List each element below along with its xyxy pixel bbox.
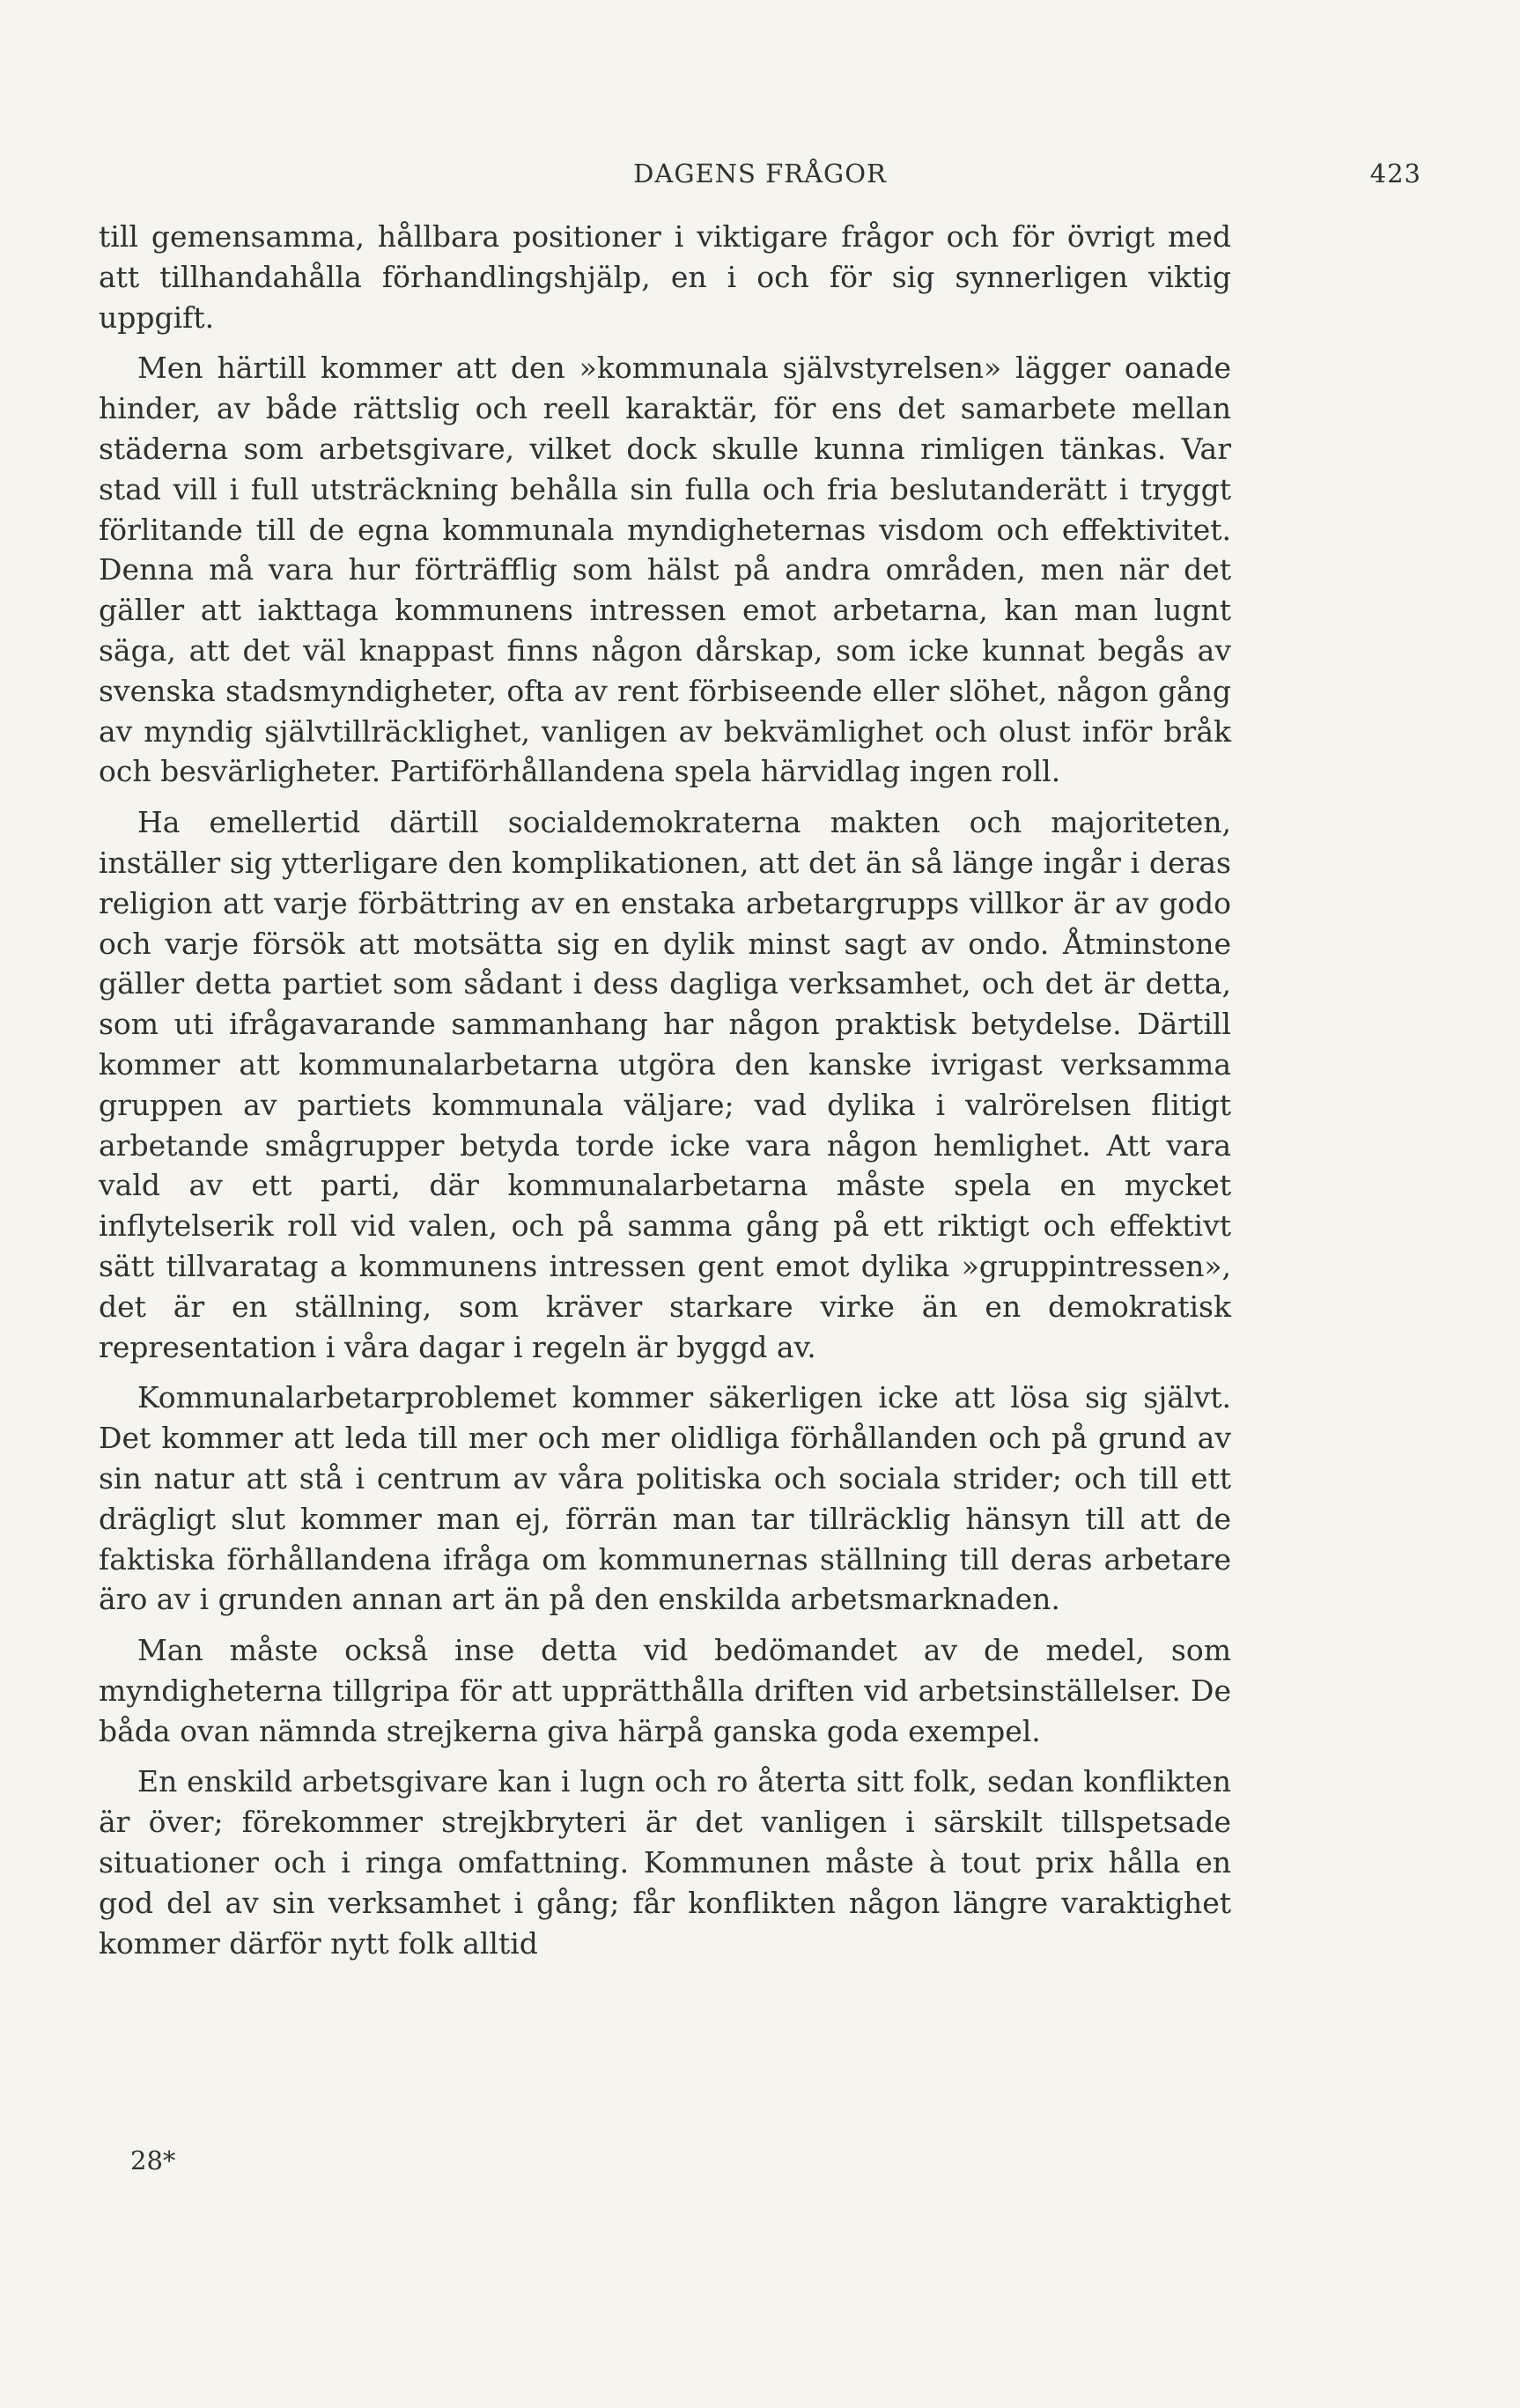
page-number: 423 — [1369, 159, 1421, 188]
paragraph-4: Kommunalarbetarproblemet kommer säkerligen icke att lösa sig självt. Det kommer att leda till mer och mer olidliga förhållanden och på grund av sin natur att stå i centrum av våra politiska och sociala strider; och till ett drägligt slut kommer man ej, förrän man tar tillräcklig hänsyn till att de faktiska förhållandena ifråga om kommunernas ställning till deras arbetare äro av i grunden annan art än på den enskilda arbetsmarknaden. — [99, 1380, 1231, 1617]
paragraph-5: Man måste också inse detta vid bedömandet av de medel, som myndigheterna tillgripa för att upprätthålla driften vid arbetsinställelser. De båda ovan nämnda strejkerna giva härpå ganska goda exempel. — [99, 1633, 1231, 1748]
paragraph-2: Men härtill kommer att den »kommunala självstyrelsen» lägger oanade hinder, av både rättslig och reell karaktär, för ens det samarbete mellan städerna som arbetsgivare, vilket dock skulle kunna rimligen tänkas. Var stad vill i full utsträckning behålla sin fulla och fria beslutanderätt i tryggt förlitande till de egna kommunala myndigheternas visdom och effektivitet. Denna må vara hur förträfflig som hälst på andra områden, men när det gäller att iakttaga kommunens intressen emot arbetarna, kan man lugnt säga, att det väl knappast finns någon dårskap, som icke kunnat begås av svenska stadsmyndigheter, ofta av rent förbiseende eller slöhet, någon gång av myndig självtillräcklighet, vanligen av bekvämlighet och olust inför bråk och besvärligheter. Partiförhållandena spela härvidlag ingen roll. — [99, 351, 1231, 789]
paragraph-6: En enskild arbetsgivare kan i lugn och ro återta sitt folk, sedan konflikten är över; förekommer strejkbryteri är det vanligen i särskilt tillspetsade situationer och i ringa omfattning. Kommunen måste à tout prix hålla en god del av sin verksamhet i gång; får konflikten någon längre varaktighet kommer därför nytt folk alltid — [99, 1764, 1231, 1961]
page-header — [99, 159, 1421, 194]
running-title: DAGENS FRÅGOR — [633, 159, 887, 188]
body-text — [99, 217, 1231, 1974]
paragraph-1: till gemensamma, hållbara positioner i viktigare frågor och för övrigt med att tillhandahålla förhandlingshjälp, en i och för sig synnerligen viktig uppgift. — [99, 219, 1231, 335]
paragraph-3: Ha emellertid därtill socialdemokraterna makten och majoriteten, inställer sig ytterligare den komplikationen, att det än så länge ingår i deras religion att varje förbättring av en enstaka arbetargrupps villkor är av godo och varje försök att motsätta sig en dylik minst sagt av ondo. Åtminstone gäller detta partiet som sådant i dess dagliga verksamhet, och det är detta, som uti ifrågavarande sammanhang har någon praktisk betydelse. Därtill kommer att kommunalarbetarna utgöra den kanske ivrigast verksamma gruppen av partiets kommunala väljare; vad dylika i valrörelsen flitigt arbetande smågrupper betyda torde icke vara någon hemlighet. Att vara vald av ett parti, där kommunalarbetarna måste spela en mycket inflytelserik roll vid valen, och på samma gång på ett riktigt och effektivt sätt tillvaratag a kommunens intressen gent emot dylika »gruppintressen», det är en ställning, som kräver starkare virke än en demokratisk representation i våra dagar i regeln är byggd av. — [99, 805, 1231, 1364]
signature-mark: 28* — [130, 2146, 176, 2175]
